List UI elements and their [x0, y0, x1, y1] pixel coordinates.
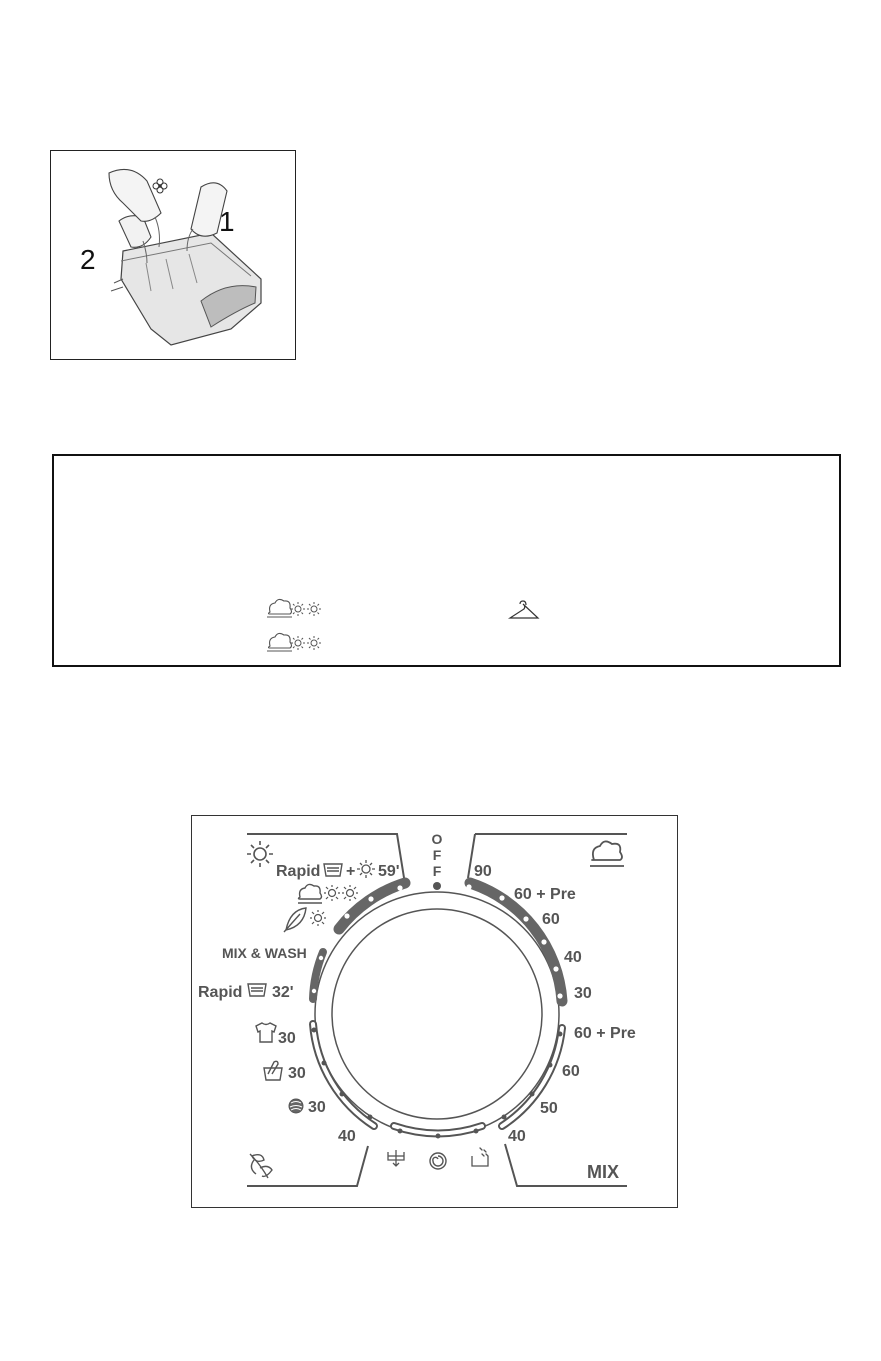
detergent-drawer-illustration	[50, 150, 296, 360]
cotton-temp-90: 90	[474, 863, 492, 880]
flower-icon	[153, 179, 167, 193]
drain-icon	[388, 1150, 404, 1166]
rapid-32-time: 32'	[272, 984, 294, 1001]
hanger-icon	[510, 601, 538, 618]
two-stars-icon	[291, 602, 321, 616]
two-stars-icon-2	[291, 636, 321, 650]
cotton-temp-40: 40	[564, 949, 582, 966]
sun-small-icon	[357, 860, 375, 878]
two-stars-icon-dial	[324, 885, 358, 901]
cotton-icon	[298, 884, 322, 903]
note-box	[52, 454, 841, 667]
leaf-icon	[284, 908, 306, 932]
bottom-left-temp: 40	[338, 1128, 356, 1145]
off-label-f1: F	[432, 847, 442, 863]
rapid-32-label: Rapid	[198, 984, 243, 1001]
rinse-icon	[472, 1148, 488, 1166]
off-label-f2: F	[432, 863, 442, 879]
wool-icon	[289, 1099, 303, 1113]
washtub-icon	[324, 864, 342, 876]
mix-temp-60-pre: 60 + Pre	[574, 1025, 636, 1042]
rapid-59-label: Rapid	[276, 863, 321, 880]
off-label-o: O	[431, 831, 443, 847]
spin-icon	[430, 1153, 446, 1169]
mix-wash-label: MIX & WASH	[222, 945, 307, 961]
shirt-temp: 30	[278, 1030, 296, 1047]
mix-temp-50: 50	[540, 1100, 558, 1117]
cotton-eco-icon	[267, 599, 292, 617]
plus-sign: +	[346, 863, 356, 880]
delicate-leaf-icon	[250, 1154, 272, 1178]
compartment-1-label: 1	[219, 206, 235, 237]
mix-temp-60: 60	[562, 1063, 580, 1080]
wool-temp: 30	[308, 1099, 326, 1116]
shirt-icon	[256, 1023, 276, 1042]
cotton-section-icon	[590, 841, 624, 866]
hand-wash-temp: 30	[288, 1065, 306, 1082]
mix-temp-40: 40	[508, 1128, 526, 1145]
hand-wash-icon	[264, 1061, 282, 1080]
program-dial-panel	[191, 815, 678, 1208]
rapid-59-time: 59'	[378, 863, 400, 880]
drawer-drawing	[51, 151, 297, 361]
washtub-32-icon	[248, 984, 266, 996]
compartment-2-label: 2	[80, 244, 96, 275]
cotton-temp-30: 30	[574, 985, 592, 1002]
cotton-temp-60: 60	[542, 911, 560, 928]
off-indicator-dot	[433, 882, 441, 890]
program-knob[interactable]	[332, 909, 542, 1119]
cotton-temp-60-pre: 60 + Pre	[514, 886, 576, 903]
cotton-eco-icon-2	[267, 633, 292, 651]
mix-section-label: MIX	[587, 1162, 620, 1182]
dial-outer-ring	[315, 892, 559, 1136]
sun-eco-icon	[310, 910, 326, 926]
sun-icon	[247, 841, 273, 867]
